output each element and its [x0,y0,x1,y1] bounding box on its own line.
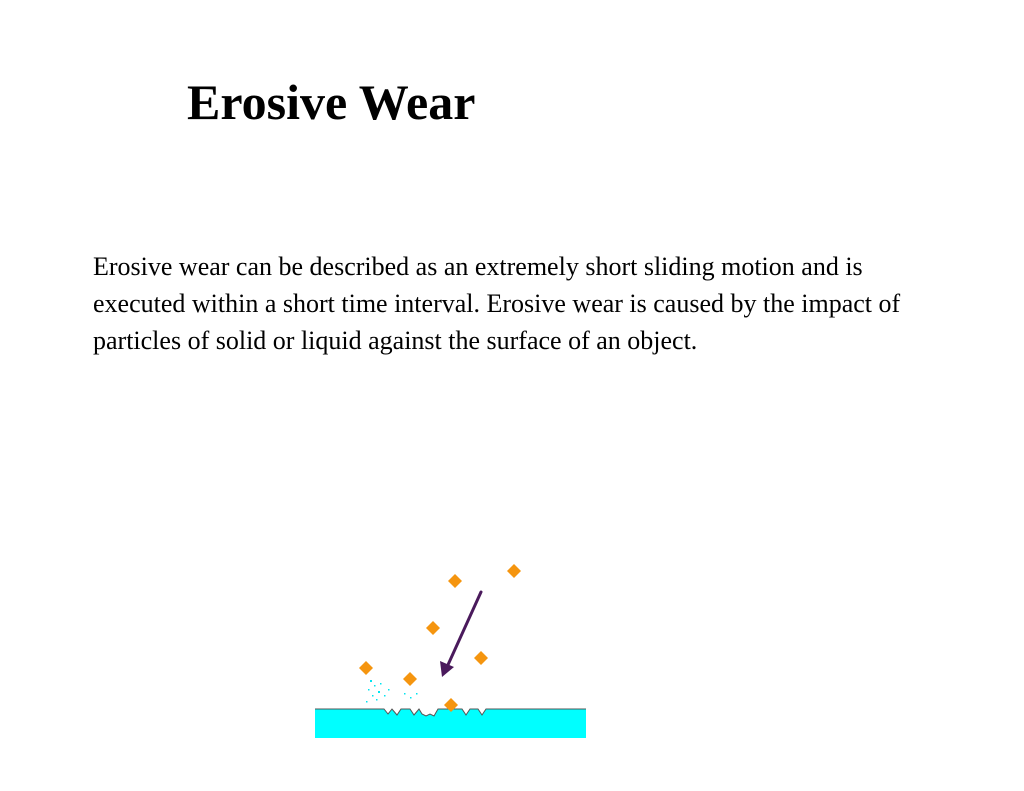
slide-title: Erosive Wear [187,74,476,130]
impact-arrow-icon [440,592,481,677]
particle-diamond-icon [474,651,488,665]
particles [359,564,521,712]
particle-diamond-icon [507,564,521,578]
particle-diamond-icon [359,661,373,675]
particle-diamond-icon [426,621,440,635]
erosive-wear-illustration [300,555,600,745]
particle-diamond-icon [448,574,462,588]
material-surface [315,709,586,738]
slide-body-text: Erosive wear can be described as an extremely short sliding motion and is executed within a short time interval. Erosive wear is caused by the impact of particles of solid or liquid against the surface of an object. [93,252,901,355]
particle-diamond-icon [403,672,417,686]
